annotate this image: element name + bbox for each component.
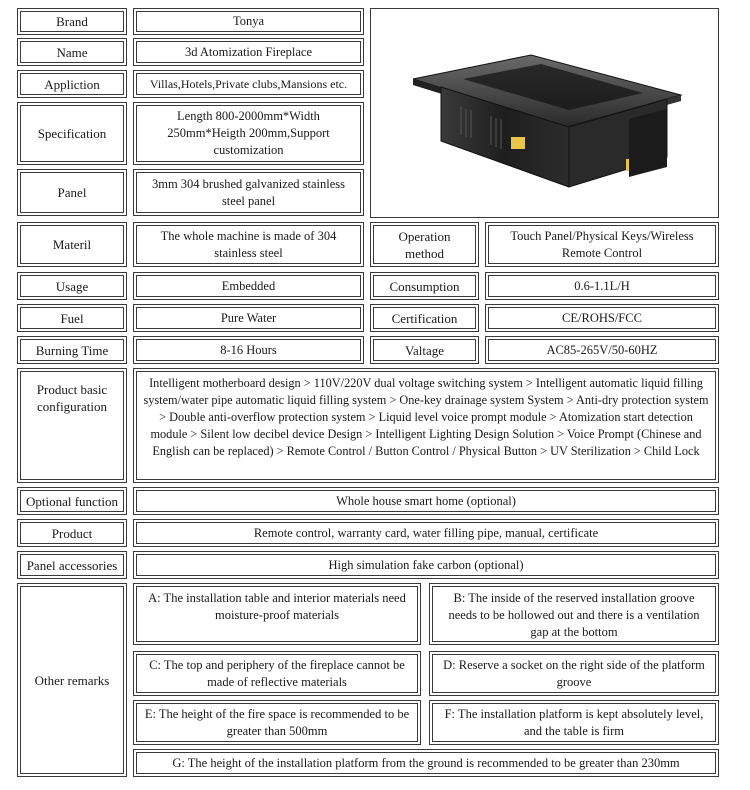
operation-value: Touch Panel/Physical Keys/Wireless Remote Control (485, 222, 719, 267)
certification-value: CE/ROHS/FCC (485, 304, 719, 332)
fuel-value: Pure Water (133, 304, 364, 332)
product-value: Remote control, warranty card, water filling pipe, manual, certificate (133, 519, 719, 547)
remark-c: C: The top and periphery of the fireplace cannot be made of reflective materials (133, 651, 421, 696)
consumption-value: 0.6-1.1L/H (485, 272, 719, 300)
config-label: Product basic configuration (17, 368, 127, 483)
remark-b: B: The inside of the reserved installation groove needs to be hollowed out and there is a ventilation gap at the bottom (429, 583, 719, 645)
usage-value: Embedded (133, 272, 364, 300)
burning-time-label: Burning Time (17, 336, 127, 364)
operation-label: Operation method (370, 222, 479, 267)
name-label: Name (17, 38, 127, 66)
remark-e: E: The height of the fire space is recommended to be greater than 500mm (133, 700, 421, 745)
voltage-label: Valtage (370, 336, 479, 364)
panel-accessories-value: High simulation fake carbon (optional) (133, 551, 719, 579)
usage-label: Usage (17, 272, 127, 300)
product-label: Product (17, 519, 127, 547)
remark-f: F: The installation platform is kept absolutely level, and the table is firm (429, 700, 719, 745)
remark-g: G: The height of the installation platform from the ground is recommended to be greater than 230mm (133, 749, 719, 777)
material-value: The whole machine is made of 304 stainless steel (133, 222, 364, 267)
remark-a: A: The installation table and interior materials need moisture-proof materials (133, 583, 421, 645)
panel-value: 3mm 304 brushed galvanized stainless steel panel (133, 169, 364, 216)
certification-label: Certification (370, 304, 479, 332)
fireplace-insert-image (371, 9, 718, 217)
remark-d: D: Reserve a socket on the right side of the platform groove (429, 651, 719, 696)
optional-value: Whole house smart home (optional) (133, 487, 719, 515)
remarks-label: Other remarks (17, 583, 127, 777)
brand-value: Tonya (133, 8, 364, 35)
specification-label: Specification (17, 102, 127, 165)
fuel-label: Fuel (17, 304, 127, 332)
name-value: 3d Atomization Fireplace (133, 38, 364, 66)
voltage-value: AC85-265V/50-60HZ (485, 336, 719, 364)
brand-label: Brand (17, 8, 127, 35)
product-photo (370, 8, 719, 218)
panel-label: Panel (17, 169, 127, 216)
specification-value: Length 800-2000mm*Width 250mm*Heigth 200mm,Support customization (133, 102, 364, 165)
optional-label: Optional function (17, 487, 127, 515)
config-value: Intelligent motherboard design > 110V/220V dual voltage switching system > Intelligent automatic liquid filling system/water pipe automatic liquid filling system > One-key drainage system System > Anti-dry protection system > Double anti-overflow protection system > Liquid level voice prompt module > Atomization start detection module > Silent low decibel device Design > Intelligent Lighting Design Solution > Voice Prompt (Chinese and English can be replaced) > Remote Control / Button Control / Physical Button > UV Sterilization > Child Lock (133, 368, 719, 483)
application-label: Appliction (17, 70, 127, 98)
burning-time-value: 8-16 Hours (133, 336, 364, 364)
material-label: Materil (17, 222, 127, 267)
consumption-label: Consumption (370, 272, 479, 300)
application-value: Villas,Hotels,Private clubs,Mansions etc. (133, 70, 364, 98)
panel-accessories-label: Panel accessories (17, 551, 127, 579)
